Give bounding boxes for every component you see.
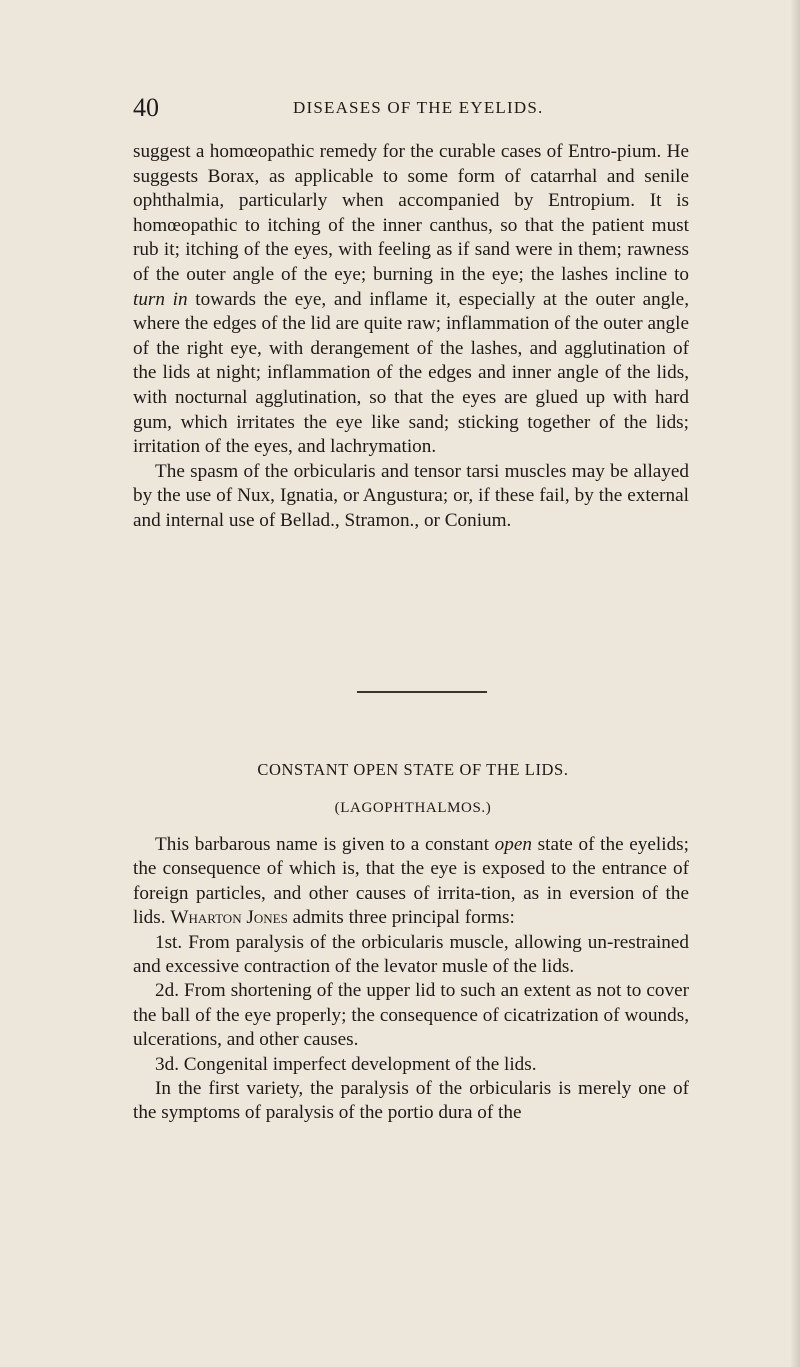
page-header bbox=[133, 93, 693, 123]
section-divider-rule bbox=[357, 691, 487, 693]
paragraph-borax bbox=[133, 140, 689, 460]
page-number: 40 bbox=[133, 93, 159, 122]
paragraph-spasm: The spasm of the orbicularis and tensor tarsi muscles may be allayed by the use of Nux, Ignatia, or Angustura; or, if these fail, by the external and internal use of Bellad., Stramon., or Conium. bbox=[133, 460, 689, 531]
italic-text: open bbox=[494, 834, 532, 855]
section-title: CONSTANT OPEN STATE OF THE LIDS. bbox=[257, 760, 569, 779]
text-run: This barbarous name is given to a constant bbox=[155, 834, 495, 855]
paragraph-form-3: 3d. Congenital imperfect development of the lids. bbox=[155, 1053, 537, 1075]
section-entropium-text bbox=[133, 140, 689, 534]
paragraph-form-1: 1st. From paralysis of the orbicularis muscle, allowing un-restrained and excessive contraction of the levator musle of the lids. bbox=[133, 931, 689, 978]
text-run: admits three principal forms: bbox=[287, 907, 515, 929]
paragraph-first-variety: In the first variety, the paralysis of the orbicularis is merely one of the symptoms of paralysis of the portio dura of the bbox=[133, 1078, 689, 1124]
section-lagophthalmos-text bbox=[133, 833, 689, 1126]
running-head: DISEASES OF THE EYELIDS. bbox=[293, 98, 544, 117]
text-run: towards the eye, and inflame it, especially at the outer angle, where the edges of the lid are quite raw; inflammation of the outer angle of the right eye, with derangement of the lashes, and agglutination of the lids at night; inflammation of the edges and inner angle of the lids, with nocturnal agglutination, so that the eyes are glued up with hard gum, which irritates the eye like sand; sticking together of the lids; irritation of the eyes, and lachrymation. bbox=[133, 288, 689, 458]
text-run: suggest a homœopathic remedy for the curable cases of Entro-pium. He suggests Borax, as applicable to some form of catarrhal and senile ophthalmia, particularly when accompanied by Entropium. It is homœopathic to itching of the inner canthus, so that the patient must rub it; itching of the eyes, with feeling as if sand were in them; rawness of the outer angle of the eye; burning in the eye; the lashes incline to bbox=[133, 141, 689, 285]
page-edge-shadow bbox=[790, 0, 800, 1367]
text-run: state of the eyelids; the consequence of which is, that the eye is exposed to the entrance of foreign particles, and other causes of irrita-tion, as in eversion of the lids. bbox=[133, 834, 689, 929]
author-name: Wharton Jones bbox=[170, 907, 288, 929]
paragraph-form-2: 2d. From shortening of the upper lid to such an extent as not to cover the ball of the eye properly; the consequence of cicatrization of wounds, ulcerations, and other causes. bbox=[133, 980, 689, 1051]
italic-text: turn in bbox=[133, 288, 188, 310]
section-subtitle: (LAGOPHTHALMOS.) bbox=[334, 800, 492, 816]
paragraph-definition bbox=[133, 833, 689, 931]
